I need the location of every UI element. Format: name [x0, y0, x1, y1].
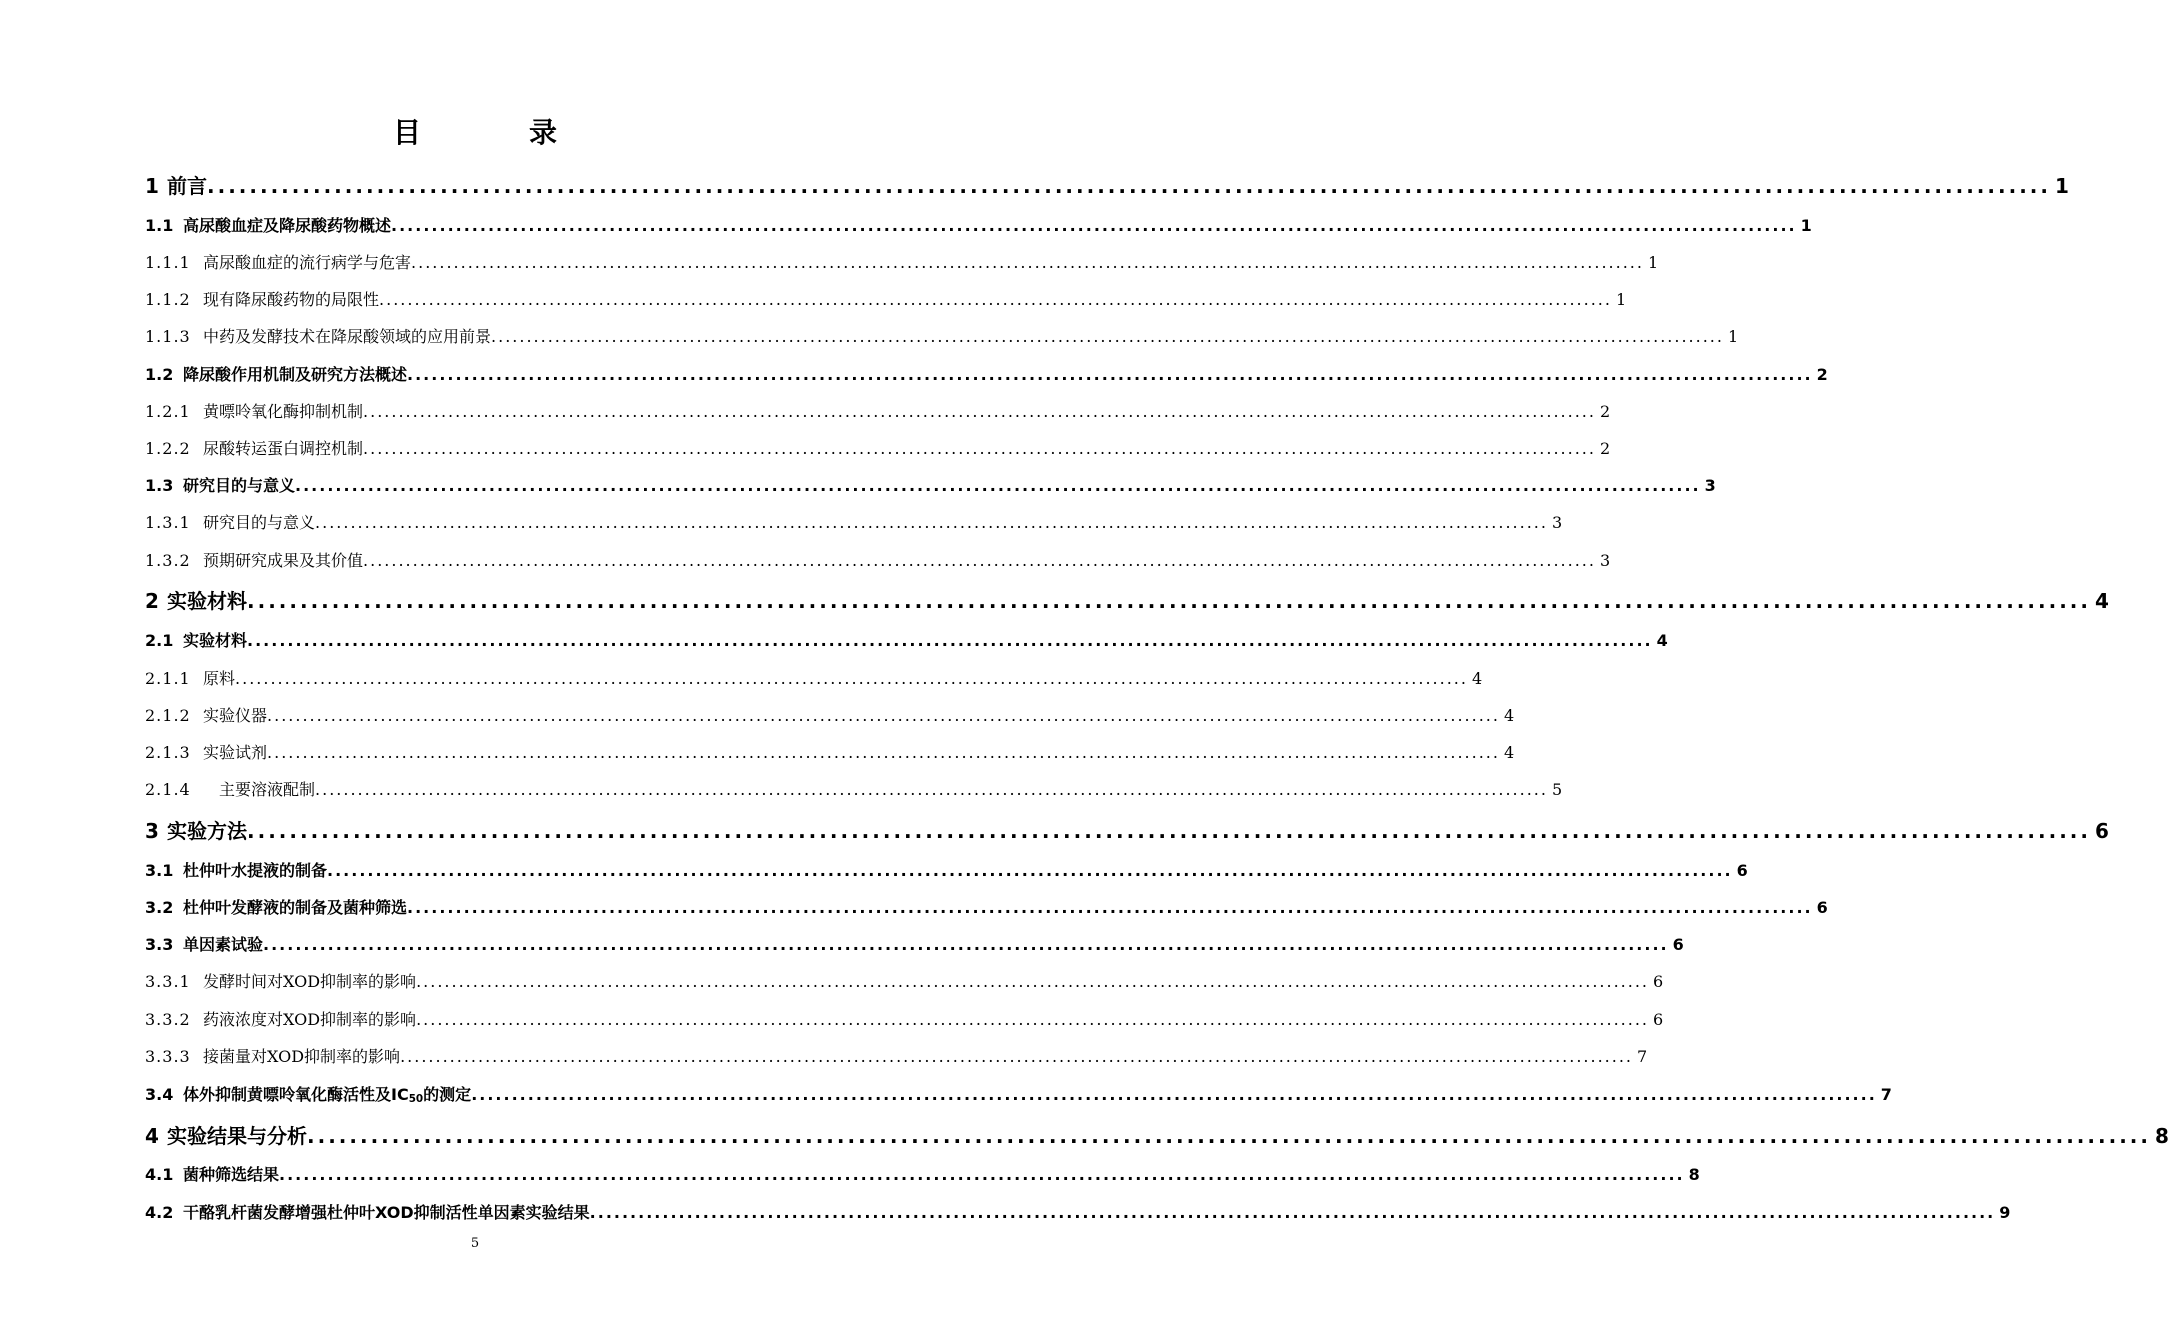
toc-entry-number: 2: [145, 589, 159, 613]
toc-leader-dots: ..............................................................................................................................................................................: [263, 935, 1669, 954]
toc-entry-title: 实验试剂: [203, 743, 268, 762]
toc-entry-level1[interactable]: [145, 587, 2109, 615]
toc-leader-dots: ..............................................................................................................................................................................: [416, 972, 1650, 991]
toc-entry-title: 实验材料: [183, 631, 248, 650]
toc-entry-level3[interactable]: [145, 1045, 1648, 1069]
toc-entry-level2[interactable]: [145, 1201, 2011, 1225]
toc-entry-level3[interactable]: [145, 437, 1611, 461]
toc-leader-dots: ..............................................................................................................................................................................: [400, 1047, 1634, 1066]
toc-leader-dots: ..............................................................................................................................................................................: [363, 551, 1596, 570]
toc-entry-number: 1.3.1: [145, 513, 191, 532]
toc-leader-dots: ..............................................................................................................................................................................: [315, 513, 1548, 532]
toc-entry-title: 实验结果与分析: [167, 1124, 307, 1148]
toc-entry-page: 4: [1503, 706, 1515, 725]
toc-entry-level3[interactable]: [145, 970, 1664, 994]
toc-entry-number: 2.1.1: [145, 669, 191, 688]
toc-entry-number: 2.1.3: [145, 743, 191, 762]
toc-leader-dots: ..............................................................................................................................................................................: [416, 1010, 1650, 1029]
toc-entry-page: 1: [1615, 290, 1627, 309]
toc-leader-dots: ..............................................................................................................................................................................: [247, 819, 2091, 843]
toc-entry-level1[interactable]: [145, 817, 2109, 845]
toc-entry-number: 1.1: [145, 216, 174, 235]
toc-entry-level1[interactable]: [145, 172, 2069, 200]
toc-entry-title: 实验方法: [167, 819, 247, 843]
toc-entry-title: 干酪乳杆菌发酵增强杜仲叶XOD抑制活性单因素实验结果: [183, 1203, 590, 1222]
toc-entry-title: 前言: [167, 174, 207, 198]
toc-entry-page: 1: [1727, 327, 1739, 346]
toc-entry-title-main: 体外抑制黄嘌呤氧化酶活性及IC: [183, 1085, 409, 1104]
toc-entry-page: 7: [1637, 1047, 1648, 1066]
toc-entry-page: 3: [1599, 551, 1611, 570]
toc-entry-number: 1.1.1: [145, 253, 191, 272]
toc-leader-dots: ..............................................................................................................................................................................: [327, 861, 1733, 880]
toc-entry-number: 1: [145, 174, 159, 198]
page-number-footer: 5: [470, 1236, 480, 1251]
toc-entry-title: 实验仪器: [203, 706, 268, 725]
toc-entry-page: 2: [1816, 365, 1828, 384]
toc-entry-number: 3.4: [145, 1085, 174, 1104]
toc-entry-level3[interactable]: [145, 325, 1739, 349]
toc-entry-page: 4: [2095, 589, 2109, 613]
toc-leader-dots: ..............................................................................................................................................................................: [279, 1165, 1685, 1184]
toc-leader-dots: ..............................................................................................................................................................................: [307, 1124, 2151, 1148]
toc-entry-page: 7: [1880, 1085, 1892, 1104]
toc-entry-level2[interactable]: [145, 1083, 1892, 1107]
toc-leader-dots: ..............................................................................................................................................................................: [379, 290, 1612, 309]
toc-entry-number: 1.3.2: [145, 551, 191, 570]
toc-entry-level2[interactable]: [145, 933, 1684, 957]
toc-entry-title: 现有降尿酸药物的局限性: [203, 290, 380, 309]
toc-entry-page: 6: [1816, 898, 1828, 917]
toc-entry-level2[interactable]: [145, 214, 1812, 238]
toc-entry-page: 3: [1704, 476, 1716, 495]
toc-entry-level2[interactable]: [145, 474, 1716, 498]
toc-entry-number: 1.2.2: [145, 439, 191, 458]
toc-entry-number: 2.1.2: [145, 706, 191, 725]
toc-entry-title: 高尿酸血症及降尿酸药物概述: [183, 216, 392, 235]
toc-entry-level3[interactable]: [145, 400, 1611, 424]
toc-entry-title: 研究目的与意义: [183, 476, 296, 495]
toc-entry-page: 2: [1599, 402, 1611, 421]
toc-entry-title: 尿酸转运蛋白调控机制: [203, 439, 364, 458]
toc-entry-title: 原料: [203, 669, 236, 688]
toc-entry-number: 1.2: [145, 365, 174, 384]
toc-entry-level3[interactable]: [145, 1008, 1664, 1032]
toc-entry-title: 杜仲叶水提液的制备: [183, 861, 328, 880]
toc-entry-level3[interactable]: [145, 251, 1659, 275]
toc-entry-number: 4.1: [145, 1165, 174, 1184]
toc-entry-title: 主要溶液配制: [203, 780, 316, 799]
toc-leader-dots: ..............................................................................................................................................................................: [471, 1085, 1877, 1104]
toc-entry-number: 1.1.2: [145, 290, 191, 309]
toc-entry-number: 2.1: [145, 631, 174, 650]
toc-entry-number: 3.3: [145, 935, 174, 954]
toc-entry-number: 3.3.3: [145, 1047, 191, 1066]
toc-entry-title: 杜仲叶发酵液的制备及菌种筛选: [183, 898, 408, 917]
toc-entry-number: 3.3.1: [145, 972, 191, 991]
toc-entry-number: 2.1.4: [145, 780, 191, 799]
toc-entry-title: 中药及发酵技术在降尿酸领域的应用前景: [203, 327, 492, 346]
toc-entry-page: 2: [1599, 439, 1611, 458]
toc-entry-title: 菌种筛选结果: [183, 1165, 280, 1184]
toc-leader-dots: ..............................................................................................................................................................................: [407, 365, 1813, 384]
toc-entry-page: 4: [1471, 669, 1483, 688]
toc-entry-title: 降尿酸作用机制及研究方法概述: [183, 365, 408, 384]
toc-entry-page: 9: [1999, 1203, 2011, 1222]
toc-entry-level2[interactable]: [145, 896, 1828, 920]
toc-entry-level3[interactable]: [145, 667, 1483, 691]
toc-entry-page: 8: [1688, 1165, 1700, 1184]
toc-entry-page: 6: [1736, 861, 1748, 880]
toc-entry-title: 单因素试验: [183, 935, 264, 954]
toc-entry-page: 6: [1653, 1010, 1664, 1029]
toc-leader-dots: ..............................................................................................................................................................................: [315, 780, 1548, 799]
toc-entry-level3[interactable]: [145, 741, 1515, 765]
toc-entry-page: 6: [1672, 935, 1684, 954]
toc-entry-number: 3.3.2: [145, 1010, 191, 1029]
toc-leader-dots: ..............................................................................................................................................................................: [267, 743, 1500, 762]
toc-entry-level2[interactable]: [145, 629, 1668, 653]
toc-entry-title: 实验材料: [167, 589, 247, 613]
toc-leader-dots: ..............................................................................................................................................................................: [391, 216, 1797, 235]
toc-entry-page: 5: [1551, 780, 1563, 799]
toc-entry-title: 接菌量对XOD抑制率的影响: [203, 1047, 401, 1066]
toc-leader-dots: ..............................................................................................................................................................................: [491, 327, 1724, 346]
toc-entry-title-subscript: 50: [408, 1093, 424, 1106]
toc-leader-dots: ..............................................................................................................................................................................: [363, 439, 1596, 458]
toc-entry-page: 1: [2055, 174, 2069, 198]
toc-leader-dots: ..............................................................................................................................................................................: [247, 589, 2091, 613]
toc-leader-dots: ..............................................................................................................................................................................: [407, 898, 1813, 917]
toc-entry-title: 预期研究成果及其价值: [203, 551, 364, 570]
page-title: 目 录: [392, 116, 597, 149]
toc-leader-dots: ..............................................................................................................................................................................: [411, 253, 1644, 272]
toc-entry-level2[interactable]: [145, 1163, 1700, 1187]
toc-entry-page: 8: [2155, 1124, 2169, 1148]
toc-leader-dots: ..............................................................................................................................................................................: [247, 631, 1653, 650]
toc-entry-number: 3.1: [145, 861, 174, 880]
toc-leader-dots: ..............................................................................................................................................................................: [235, 669, 1468, 688]
toc-entry-page: 4: [1656, 631, 1668, 650]
toc-entry-title: 高尿酸血症的流行病学与危害: [203, 253, 412, 272]
toc-entry-number: 1.2.1: [145, 402, 191, 421]
toc-entry-level3[interactable]: [145, 288, 1627, 312]
toc-entry-number: 4: [145, 1124, 159, 1148]
toc-entry-page: 6: [1653, 972, 1664, 991]
toc-entry-level3[interactable]: [145, 511, 1563, 535]
toc-entry-title: 研究目的与意义: [203, 513, 316, 532]
toc-entry-title: 发酵时间对XOD抑制率的影响: [203, 972, 417, 991]
toc-entry-number: 1.3: [145, 476, 174, 495]
toc-entry-level3[interactable]: [145, 778, 1563, 802]
toc-entry-number: 4.2: [145, 1203, 174, 1222]
toc-entry-title: 药液浓度对XOD抑制率的影响: [203, 1010, 417, 1029]
toc-entry-page: 6: [2095, 819, 2109, 843]
toc-leader-dots: ..............................................................................................................................................................................: [589, 1203, 1996, 1222]
toc-entry-page: 3: [1551, 513, 1563, 532]
toc-entry-title: 黄嘌呤氧化酶抑制机制: [203, 402, 364, 421]
toc-entry-number: 3: [145, 819, 159, 843]
toc-entry-page: 1: [1647, 253, 1659, 272]
toc-entry-number: 3.2: [145, 898, 174, 917]
toc-entry-number: 1.1.3: [145, 327, 191, 346]
toc-entry-page: 1: [1800, 216, 1812, 235]
toc-entry-title: [183, 1083, 471, 1111]
toc-entry-page: 4: [1503, 743, 1515, 762]
toc-leader-dots: ..............................................................................................................................................................................: [363, 402, 1596, 421]
toc-entry-level3[interactable]: [145, 549, 1611, 573]
toc-entry-level1[interactable]: [145, 1122, 2169, 1150]
toc-entry-level3[interactable]: [145, 704, 1515, 728]
toc-entry-level2[interactable]: [145, 363, 1828, 387]
toc-entry-level2[interactable]: [145, 859, 1748, 883]
toc-entry-title-tail: 的测定: [423, 1085, 472, 1104]
toc-leader-dots: ..............................................................................................................................................................................: [267, 706, 1500, 725]
toc-leader-dots: ..............................................................................................................................................................................: [295, 476, 1701, 495]
toc-leader-dots: ..............................................................................................................................................................................: [207, 174, 2051, 198]
